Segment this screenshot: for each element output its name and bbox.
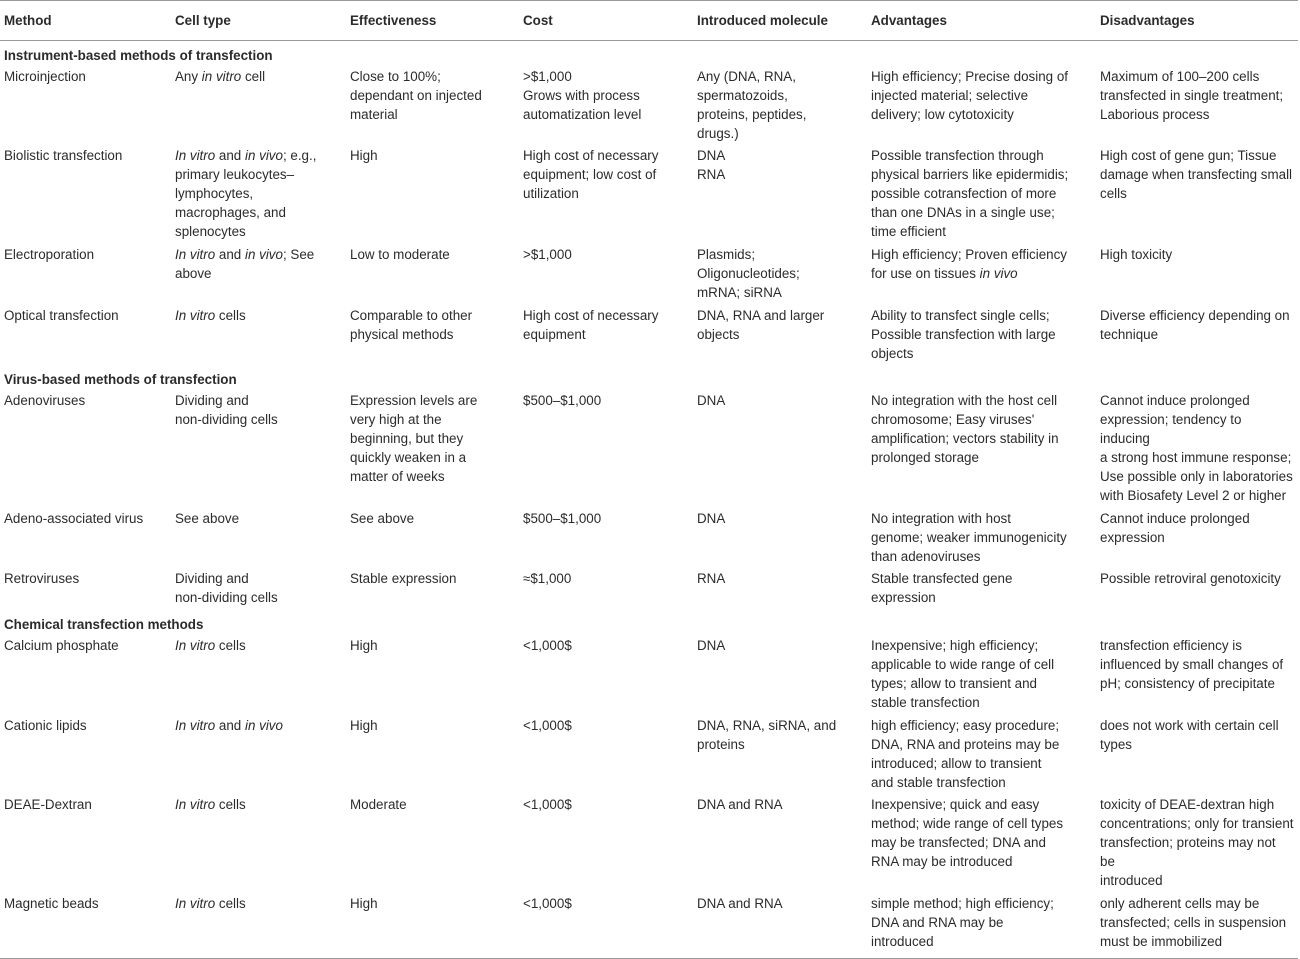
- header-effectiveness: Effectiveness: [346, 1, 519, 41]
- section-title: Instrument-based methods of transfection: [4, 47, 273, 63]
- cost-cell: >$1,000 Grows with process automatization level: [523, 68, 642, 122]
- advantages-cell: high efficiency; easy procedure; DNA, RNA and proteins may be introduced; allow to transient and stable transfection: [871, 717, 1060, 790]
- advantages-cell: Inexpensive; high efficiency; applicable to wide range of cell types; allow to transient and stable transfection: [871, 638, 1055, 710]
- cell-type-cell: See above: [175, 510, 240, 526]
- table-row: [0, 244, 1298, 305]
- effectiveness-cell: High: [346, 893, 519, 958]
- table-row: [0, 715, 1298, 795]
- method-cell: Electroporation: [4, 246, 95, 262]
- disadvantages-cell: Cannot induce prolonged expression: [1100, 510, 1250, 545]
- effectiveness-cell: Comparable to other physical methods: [350, 307, 473, 342]
- effectiveness-cell: Expression levels are very high at the beginning, but they quickly weaken in a matter of weeks: [350, 393, 478, 484]
- method-cell: Calcium phosphate: [4, 638, 119, 654]
- disadvantages-cell: High cost of gene gun; Tissue damage when transfecting small cells: [1100, 148, 1293, 202]
- effectiveness-cell: Moderate: [350, 797, 407, 813]
- cell-type-cell: In vitro and in vivo: [175, 717, 283, 733]
- advantages-cell: Inexpensive; quick and easy method; wide range of cell types may be transfected; DNA and RNA may be introduced: [871, 797, 1064, 870]
- section-row: [0, 610, 1298, 635]
- introduced-molecule-cell: DNA: [697, 393, 726, 409]
- cell-type-cell: In vitro cells: [171, 893, 346, 958]
- cost-cell: $500–$1,000: [523, 510, 602, 526]
- cost-cell: $500–$1,000: [523, 393, 602, 409]
- disadvantages-cell: only adherent cells may be transfected; cells in suspension must be immobilized: [1096, 893, 1298, 958]
- table-row: [0, 794, 1298, 893]
- disadvantages-cell: Possible retroviral genotoxicity: [1100, 571, 1281, 587]
- table-body: [0, 40, 1298, 958]
- introduced-molecule-cell: DNA, RNA, siRNA, and proteins: [697, 717, 837, 752]
- disadvantages-cell: toxicity of DEAE-dextran high concentrations; only for transient transfection; proteins may not be introduced: [1100, 797, 1294, 889]
- section-title: Chemical transfection methods: [4, 617, 204, 633]
- disadvantages-cell: High toxicity: [1100, 246, 1173, 262]
- method-cell: Cationic lipids: [4, 717, 87, 733]
- advantages-cell: simple method; high efficiency; DNA and RNA may be introduced: [867, 893, 1096, 958]
- effectiveness-cell: High: [350, 638, 378, 654]
- header-row: [0, 1, 1298, 41]
- method-cell: Adenoviruses: [4, 393, 86, 409]
- disadvantages-cell: Cannot induce prolonged expression; tendency to inducing a strong host immune response; Use possible only in laboratories with Biosafety Level 2 or higher: [1100, 393, 1293, 503]
- cell-type-cell: In vitro and in vivo; e.g., primary leukocytes– lymphocytes, macrophages, and splenocytes: [175, 148, 317, 240]
- introduced-molecule-cell: DNA: [697, 638, 726, 654]
- introduced-molecule-cell: DNA and RNA: [697, 797, 783, 813]
- effectiveness-cell: Low to moderate: [350, 246, 450, 262]
- cell-type-cell: Dividing and non-dividing cells: [175, 571, 278, 606]
- advantages-cell: Possible transfection through physical barriers like epidermidis; possible cotransfection of more than one DNAs in a single use; time efficient: [871, 148, 1069, 240]
- method-cell: Magnetic beads: [0, 893, 171, 958]
- section-row: [0, 365, 1298, 390]
- disadvantages-cell: Diverse efficiency depending on technique: [1100, 307, 1290, 342]
- introduced-molecule-cell: Any (DNA, RNA, spermatozoids, proteins, peptides, drugs.): [697, 68, 807, 141]
- table-header: [0, 1, 1298, 41]
- effectiveness-cell: Close to 100%; dependant on injected material: [350, 68, 482, 122]
- header-disadvantages: Disadvantages: [1096, 1, 1298, 41]
- header-cell-type: Cell type: [171, 1, 346, 41]
- effectiveness-cell: High: [350, 148, 378, 164]
- table-row: [0, 893, 1298, 958]
- table-row: [0, 66, 1298, 146]
- method-cell: Biolistic transfection: [4, 148, 123, 164]
- disadvantages-cell: transfection efficiency is influenced by small changes of pH; consistency of precipitate: [1100, 638, 1284, 691]
- table-row: [0, 145, 1298, 244]
- cell-type-cell: In vitro and in vivo; See above: [175, 246, 315, 281]
- cost-cell: ≈$1,000: [523, 571, 572, 587]
- cell-type-cell: Dividing and non-dividing cells: [175, 393, 278, 428]
- advantages-cell: No integration with the host cell chromosome; Easy viruses' amplification; vectors stability in prolonged storage: [871, 393, 1059, 466]
- introduced-molecule-cell: DNA: [697, 510, 726, 526]
- effectiveness-cell: Stable expression: [350, 571, 457, 587]
- header-introduced-molecule: Introduced molecule: [693, 1, 867, 41]
- cell-type-cell: In vitro cells: [175, 797, 246, 813]
- advantages-cell: Ability to transfect single cells; Possible transfection with large objects: [871, 307, 1056, 361]
- disadvantages-cell: does not work with certain cell types: [1100, 717, 1279, 752]
- table-row: [0, 390, 1298, 507]
- cell-type-cell: Any in vitro cell: [175, 68, 266, 84]
- cost-cell: <1,000$: [523, 797, 572, 813]
- introduced-molecule-cell: DNA, RNA and larger objects: [697, 307, 825, 342]
- method-cell: Adeno-associated virus: [4, 510, 144, 526]
- table-row: [0, 635, 1298, 715]
- table-row: [0, 508, 1298, 569]
- introduced-molecule-cell: DNA RNA: [697, 148, 726, 183]
- table-row: [0, 568, 1298, 610]
- cost-cell: High cost of necessary equipment; low cost of utilization: [523, 148, 659, 202]
- introduced-molecule-cell: RNA: [697, 571, 726, 587]
- advantages-cell: High efficiency; Proven efficiency for use on tissues in vivo: [871, 246, 1068, 281]
- effectiveness-cell: See above: [350, 510, 415, 526]
- header-advantages: Advantages: [867, 1, 1096, 41]
- method-cell: Microinjection: [4, 68, 86, 84]
- cost-cell: <1,000$: [523, 638, 572, 654]
- cost-cell: <1,000$: [519, 893, 693, 958]
- method-cell: DEAE-Dextran: [4, 797, 92, 813]
- advantages-cell: No integration with host genome; weaker immunogenicity than adenoviruses: [871, 510, 1067, 564]
- header-cost: Cost: [519, 1, 693, 41]
- method-cell: Optical transfection: [4, 307, 119, 323]
- section-row: [0, 40, 1298, 65]
- table-row: [0, 305, 1298, 366]
- cell-type-cell: In vitro cells: [175, 638, 246, 654]
- cost-cell: High cost of necessary equipment: [523, 307, 659, 342]
- cost-cell: <1,000$: [523, 717, 572, 733]
- header-method: Method: [0, 1, 171, 41]
- cost-cell: >$1,000: [523, 246, 572, 262]
- introduced-molecule-cell: Plasmids; Oligonucleotides; mRNA; siRNA: [697, 246, 800, 300]
- section-title: Virus-based methods of transfection: [4, 372, 237, 388]
- introduced-molecule-cell: DNA and RNA: [693, 893, 867, 958]
- method-cell: Retroviruses: [4, 571, 80, 587]
- disadvantages-cell: Maximum of 100–200 cells transfected in single treatment; Laborious process: [1100, 68, 1284, 122]
- advantages-cell: Stable transfected gene expression: [871, 571, 1013, 606]
- cell-type-cell: In vitro cells: [175, 307, 246, 323]
- advantages-cell: High efficiency; Precise dosing of injected material; selective delivery; low cytotoxicity: [871, 68, 1068, 122]
- effectiveness-cell: High: [350, 717, 378, 733]
